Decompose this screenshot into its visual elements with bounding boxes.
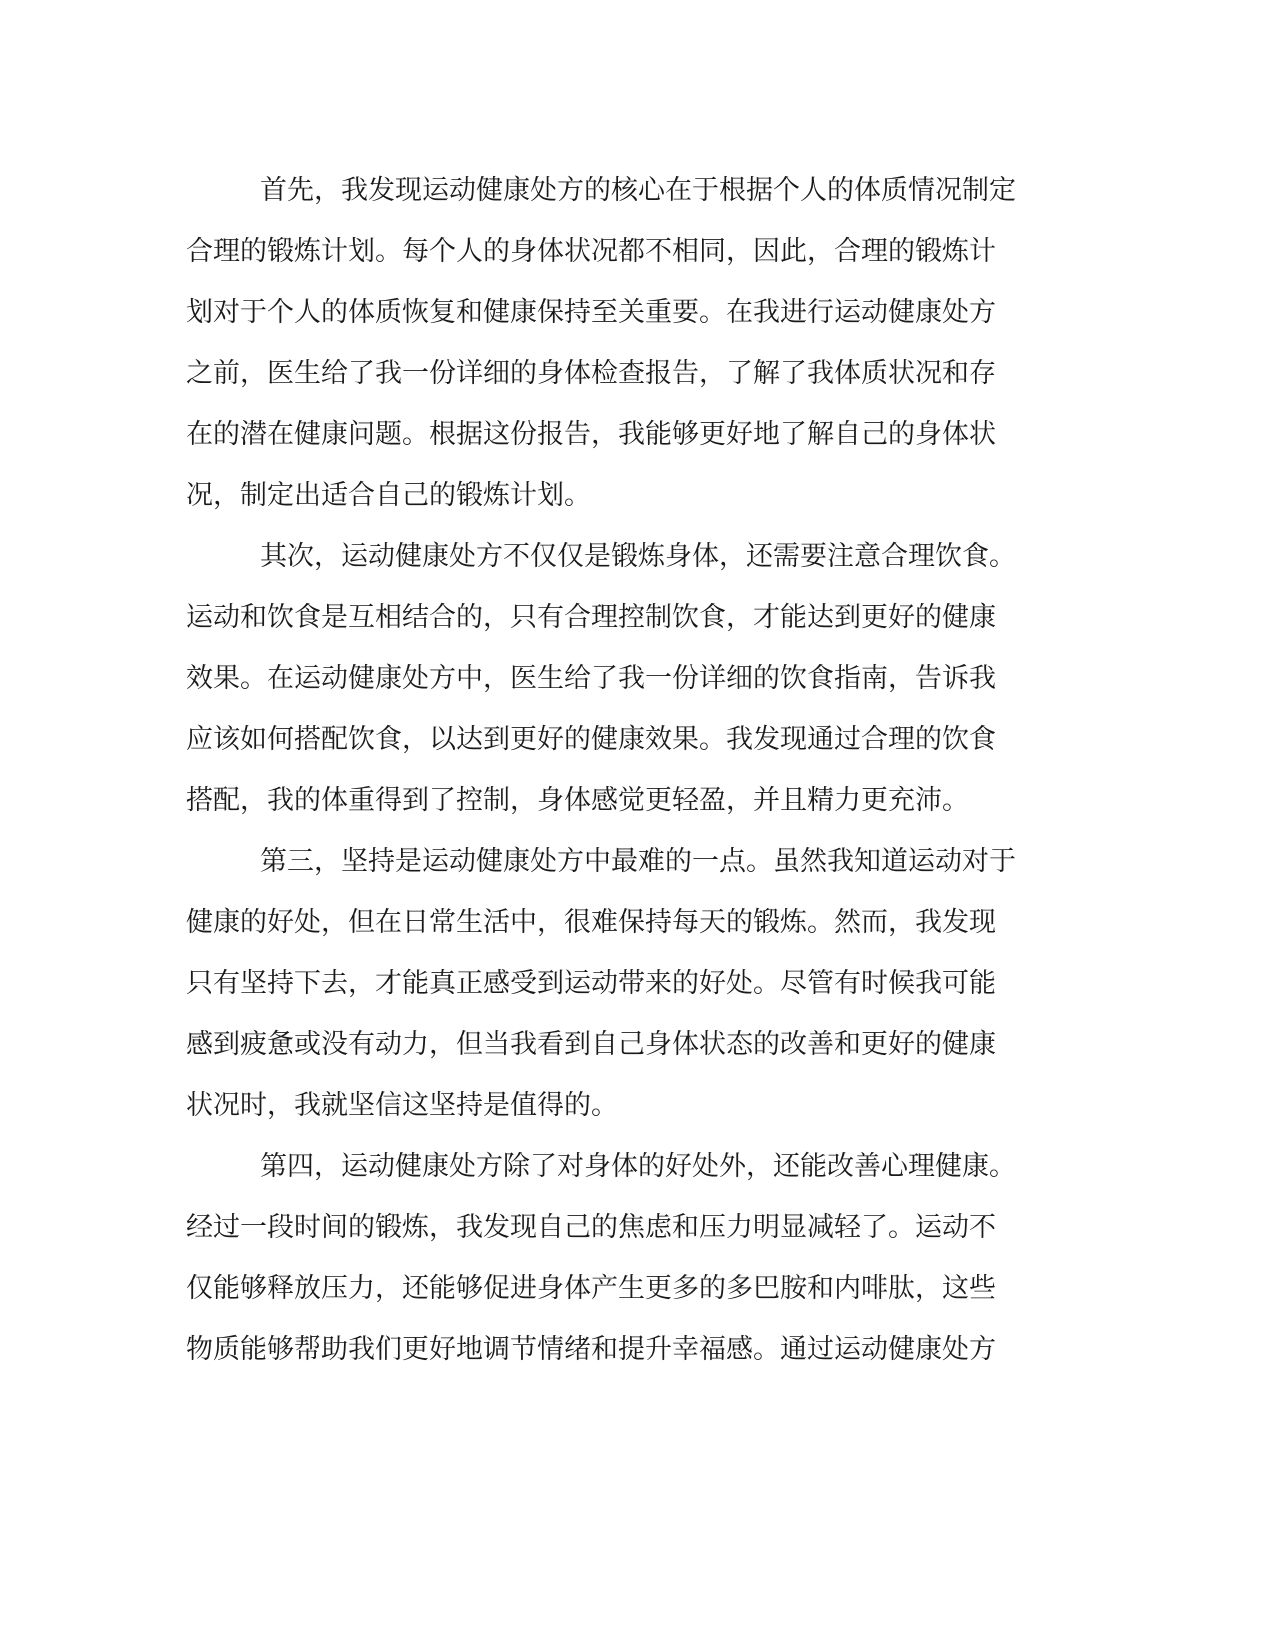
text-line: 第三，坚持是运动健康处方中最难的一点。虽然我知道运动对于: [260, 846, 1016, 877]
text-line: 状况时，我就坚信这坚持是值得的。: [186, 1090, 618, 1121]
paragraph-3: [186, 831, 1066, 1136]
text-line: 合理的锻炼计划。每个人的身体状况都不相同，因此，合理的锻炼计: [186, 236, 996, 267]
text-line: 感到疲惫或没有动力，但当我看到自己身体状态的改善和更好的健康: [186, 1029, 996, 1060]
text-line: 况，制定出适合自己的锻炼计划。: [186, 480, 591, 511]
text-line: 划对于个人的体质恢复和健康保持至关重要。在我进行运动健康处方: [186, 297, 996, 328]
text-line: 仅能够释放压力，还能够促进身体产生更多的多巴胺和内啡肽，这些: [186, 1273, 996, 1304]
text-line: 在的潜在健康问题。根据这份报告，我能够更好地了解自己的身体状: [186, 419, 996, 450]
text-line: 只有坚持下去，才能真正感受到运动带来的好处。尽管有时候我可能: [186, 968, 996, 999]
text-line: 运动和饮食是互相结合的，只有合理控制饮食，才能达到更好的健康: [186, 602, 996, 633]
text-line: 物质能够帮助我们更好地调节情绪和提升幸福感。通过运动健康处方: [186, 1334, 996, 1365]
paragraph-2: [186, 526, 1066, 831]
paragraph-4: [186, 1136, 1066, 1380]
text-line: 经过一段时间的锻炼，我发现自己的焦虑和压力明显减轻了。运动不: [186, 1212, 996, 1243]
text-line: 健康的好处，但在日常生活中，很难保持每天的锻炼。然而，我发现: [186, 907, 996, 938]
paragraph-1: [186, 160, 1066, 526]
text-line: 之前，医生给了我一份详细的身体检查报告，了解了我体质状况和存: [186, 358, 996, 389]
text-line: 首先，我发现运动健康处方的核心在于根据个人的体质情况制定: [260, 175, 1016, 206]
text-line: 其次，运动健康处方不仅仅是锻炼身体，还需要注意合理饮食。: [260, 541, 1016, 572]
text-line: 搭配，我的体重得到了控制，身体感觉更轻盈，并且精力更充沛。: [186, 785, 969, 816]
document-body: [186, 160, 1066, 1380]
text-line: 第四，运动健康处方除了对身体的好处外，还能改善心理健康。: [260, 1151, 1016, 1182]
text-line: 应该如何搭配饮食，以达到更好的健康效果。我发现通过合理的饮食: [186, 724, 996, 755]
text-line: 效果。在运动健康处方中，医生给了我一份详细的饮食指南，告诉我: [186, 663, 996, 694]
